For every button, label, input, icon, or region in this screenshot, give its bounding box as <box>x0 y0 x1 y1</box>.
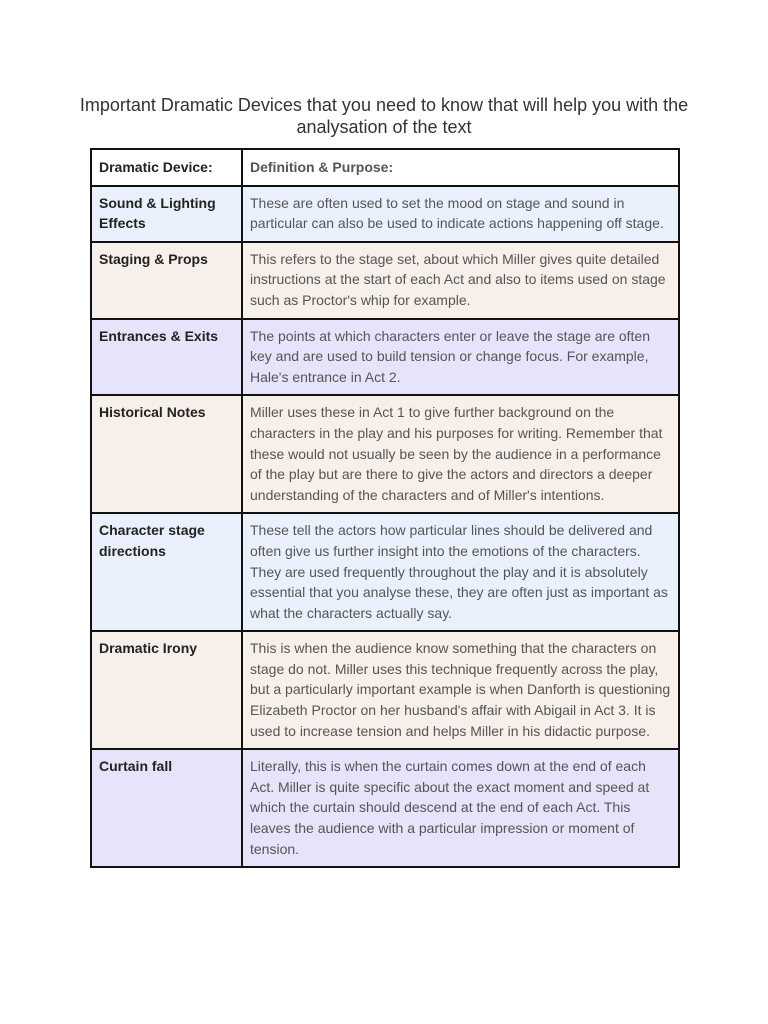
device-definition: These are often used to set the mood on stage and sound in particular can also be used to indicate actions happening off stage. <box>242 186 679 242</box>
header-dramatic-device: Dramatic Device: <box>91 149 242 186</box>
table-row <box>91 513 679 631</box>
table-row <box>91 395 679 513</box>
device-definition: This refers to the stage set, about which Miller gives quite detailed instructions at the start of each Act and also to items used on stage such as Proctor's whip for example. <box>242 242 679 319</box>
table-row <box>91 186 679 242</box>
document-title: Important Dramatic Devices that you need to know that will help you with the analysation of the text <box>79 95 689 137</box>
table-row <box>91 631 679 749</box>
device-name: Sound & Lighting Effects <box>91 186 242 242</box>
device-definition: Literally, this is when the curtain comes down at the end of each Act. Miller is quite specific about the exact moment and speed at which the curtain should descend at the end of each Act. This leaves the audience with a particular impression or moment of tension. <box>242 749 679 867</box>
header-definition-purpose: Definition & Purpose: <box>242 149 679 186</box>
device-definition: This is when the audience know something that the characters on stage do not. Miller uses this technique frequently across the play, but a particularly important example is when Danforth is questioning Elizabeth Proctor on her husband's affair with Abigail in Act 3. It is used to increase tension and helps Miller in his didactic purpose. <box>242 631 679 749</box>
device-definition: The points at which characters enter or leave the stage are often key and are used to build tension or change focus. For example, Hale's entrance in Act 2. <box>242 319 679 396</box>
table-row <box>91 319 679 396</box>
device-definition: These tell the actors how particular lines should be delivered and often give us further insight into the emotions of the characters. They are used frequently throughout the play and it is absolutely essential that you analyse these, they are often just as important as what the characters actually say. <box>242 513 679 631</box>
device-name: Historical Notes <box>91 395 242 513</box>
device-name: Staging & Props <box>91 242 242 319</box>
device-name: Character stage directions <box>91 513 242 631</box>
dramatic-devices-table <box>90 148 680 868</box>
table-header-row <box>91 149 679 186</box>
device-name: Curtain fall <box>91 749 242 867</box>
device-definition: Miller uses these in Act 1 to give further background on the characters in the play and his purposes for writing. Remember that these would not usually be seen by the audience in a performance of the play but are there to give the actors and directors a deeper understanding of the characters and of Miller's intentions. <box>242 395 679 513</box>
table-row <box>91 242 679 319</box>
device-name: Entrances & Exits <box>91 319 242 396</box>
device-name: Dramatic Irony <box>91 631 242 749</box>
table-row <box>91 749 679 867</box>
